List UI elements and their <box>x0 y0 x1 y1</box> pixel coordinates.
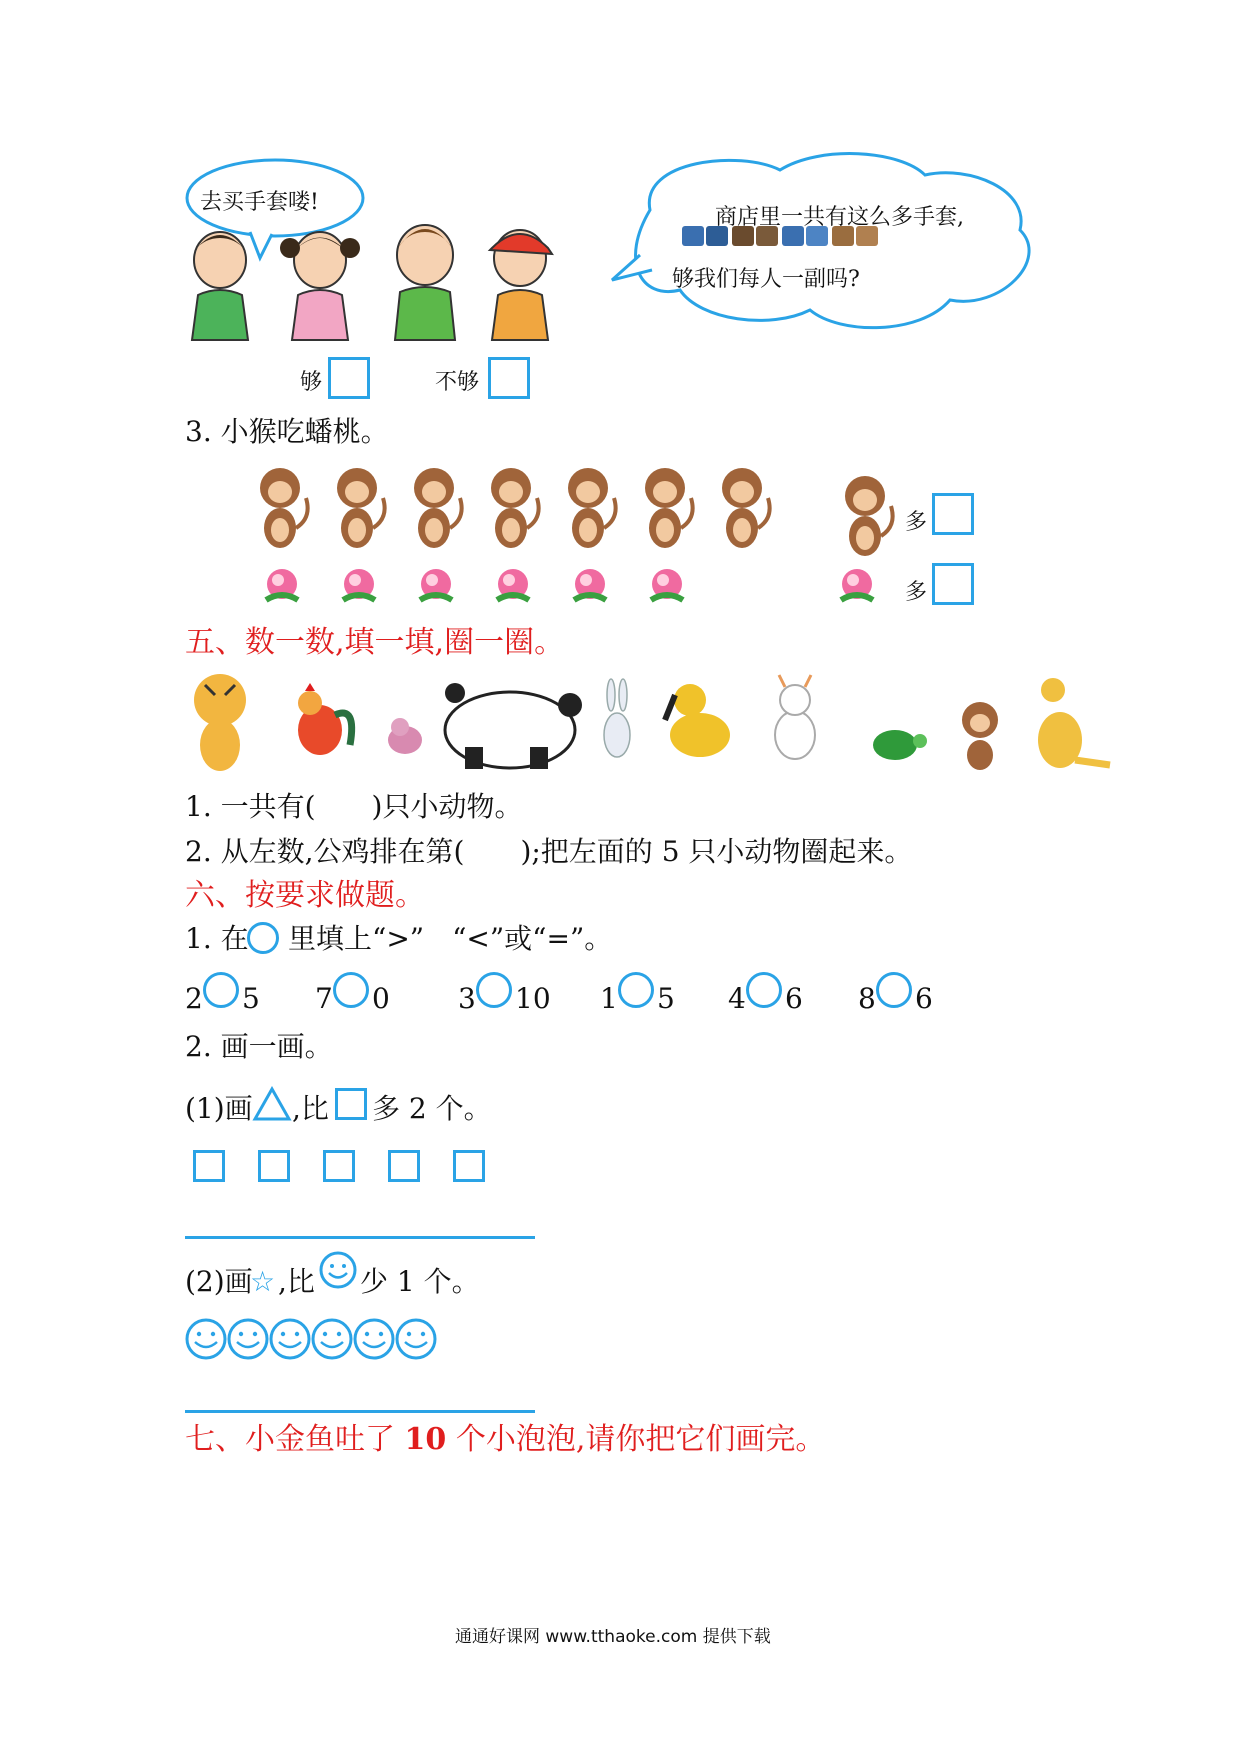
compare-2-circle[interactable] <box>333 972 369 1008</box>
part-1-prefix: (1)画 <box>185 1092 253 1125</box>
star-icon: ☆ <box>250 1265 276 1298</box>
smiley-icon <box>318 1250 358 1290</box>
rooster-illustration <box>298 683 352 755</box>
bubble-right-line1: 商店里一共有这么多手套, <box>715 205 964 230</box>
kangaroo-illustration <box>1038 678 1110 768</box>
compare-1-right: 5 <box>242 982 260 1015</box>
section-7-heading-prefix: 七、小金鱼吐了 <box>185 1422 405 1457</box>
part-1-suffix: 多 2 个。 <box>372 1092 492 1125</box>
given-square-5 <box>453 1150 485 1182</box>
compare-1-circle[interactable] <box>203 972 239 1008</box>
section-5-q2: 2. 从左数,公鸡排在第( );把左面的 5 只小动物圈起来。 <box>185 835 913 868</box>
compare-4-circle[interactable] <box>618 972 654 1008</box>
dog-illustration <box>665 684 730 757</box>
section-5-heading: 五、数一数,填一填,圈一圈。 <box>185 625 565 660</box>
given-square-3 <box>323 1150 355 1182</box>
compare-6-left: 8 <box>858 982 876 1015</box>
given-square-1 <box>193 1150 225 1182</box>
section-6-heading: 六、按要求做题。 <box>185 878 425 913</box>
compare-4-right: 5 <box>657 982 675 1015</box>
turtle-illustration <box>873 730 927 760</box>
q3-answer-box-2[interactable] <box>932 563 974 605</box>
square-icon <box>335 1088 367 1120</box>
monkeys-row <box>250 458 900 558</box>
not-enough-answer-box[interactable] <box>488 357 530 399</box>
section-7-heading <box>185 1422 825 1458</box>
goat-illustration <box>775 675 815 759</box>
compare-3-circle[interactable] <box>476 972 512 1008</box>
triangle-icon <box>252 1086 292 1122</box>
bird-illustration <box>388 718 422 754</box>
compare-5-circle[interactable] <box>746 972 782 1008</box>
girl-pink-illustration <box>280 232 360 340</box>
bubble-right-line2: 够我们每人一副吗? <box>672 267 860 292</box>
compare-4-left: 1 <box>600 982 618 1015</box>
section-6-q1-suffix: 里填上“>” “<”或“=”。 <box>288 922 613 955</box>
given-square-2 <box>258 1150 290 1182</box>
answer-line-2[interactable] <box>185 1410 535 1413</box>
compare-2-left: 7 <box>315 982 333 1015</box>
smiley-row <box>185 1316 445 1362</box>
compare-6-circle[interactable] <box>876 972 912 1008</box>
more-label-2: 多 <box>905 580 928 605</box>
answer-line-1[interactable] <box>185 1236 535 1239</box>
boy-green-illustration <box>192 232 248 340</box>
boy-redcap-illustration <box>490 230 552 340</box>
panda-illustration <box>445 683 582 769</box>
peaches-row <box>262 562 902 612</box>
compare-5-right: 6 <box>785 982 803 1015</box>
part-2-mid: ,比 <box>278 1265 315 1298</box>
compare-3-left: 3 <box>458 982 476 1015</box>
sample-circle-icon <box>247 922 279 954</box>
rabbit-illustration <box>604 679 630 757</box>
footer-source: 通通好课网 www.tthaoke.com 提供下载 <box>455 1627 771 1647</box>
not-enough-label: 不够 <box>435 370 480 395</box>
q3-answer-box-1[interactable] <box>932 493 974 535</box>
enough-label: 够 <box>300 370 323 395</box>
section-6-q1-prefix: 1. 在 <box>185 922 249 955</box>
compare-5-left: 4 <box>728 982 746 1015</box>
compare-3-right: 10 <box>515 982 551 1015</box>
compare-1-left: 2 <box>185 982 203 1015</box>
animals-row <box>185 665 1115 775</box>
section-5-q1: 1. 一共有( )只小动物。 <box>185 790 523 823</box>
more-label-1: 多 <box>905 510 928 535</box>
monkey-illustration <box>962 702 998 770</box>
tiger-illustration <box>194 674 246 771</box>
section-6-q2: 2. 画一画。 <box>185 1030 333 1063</box>
bubble-left-text: 去买手套喽! <box>200 190 319 215</box>
part-2-suffix: 少 1 个。 <box>360 1265 480 1298</box>
compare-6-right: 6 <box>915 982 933 1015</box>
section-7-heading-suffix: 个小泡泡,请你把它们画完。 <box>446 1422 826 1457</box>
enough-answer-box[interactable] <box>328 357 370 399</box>
boy-brown-illustration <box>395 225 455 340</box>
section-7-heading-number: 10 <box>404 1422 447 1457</box>
given-square-4 <box>388 1150 420 1182</box>
children-scene <box>180 150 1060 350</box>
part-2-prefix: (2)画 <box>185 1265 253 1298</box>
part-1-mid: ,比 <box>292 1092 329 1125</box>
compare-2-right: 0 <box>372 982 390 1015</box>
q3-title: 3. 小猴吃蟠桃。 <box>185 415 389 448</box>
